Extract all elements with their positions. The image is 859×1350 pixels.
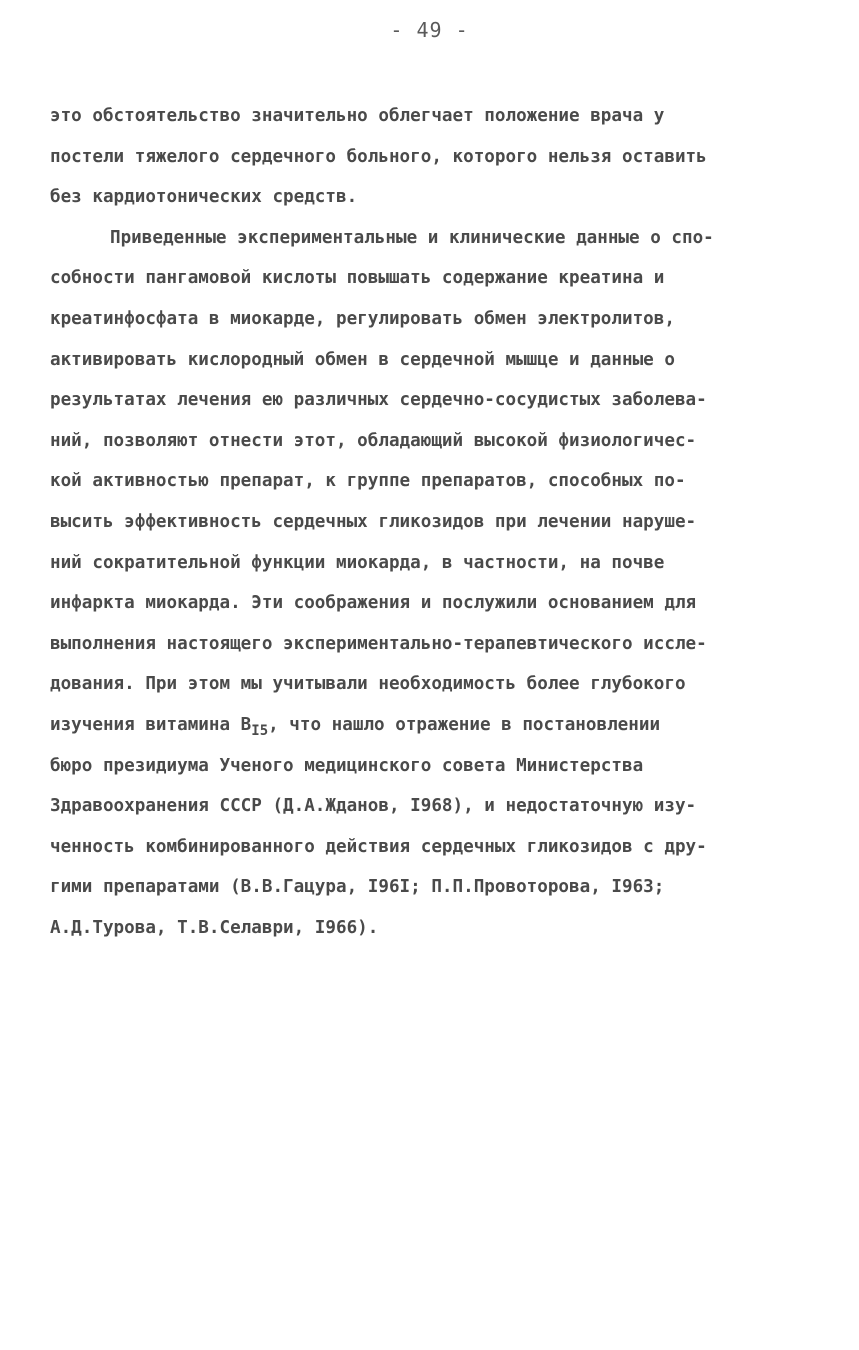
text-line: дования. При этом мы учитывали необходимость более глубокого [50, 674, 686, 695]
text-line: А.Д.Турова, Т.В.Селаври, I966). [50, 917, 379, 938]
vitamin-line-after: , что нашло отражение в постановлении [268, 714, 661, 735]
text-line: Здравоохранения СССР (Д.А.Жданов, I968), и недостаточную изу- [50, 796, 697, 817]
paragraph-2 [50, 218, 820, 949]
text-line: собности пангамовой кислоты повышать содержание креатина и [50, 268, 665, 289]
vitamin-subscript: I5 [251, 722, 269, 739]
text-line: кой активностью препарат, к группе препаратов, способных по- [50, 471, 686, 492]
text-line: бюро президиума Ученого медицинского совета Министерства [50, 755, 644, 776]
text-line: ний сократительной функции миокарда, в частности, на почве [50, 552, 665, 573]
text-line: ченность комбинированного действия сердечных гликозидов с дру- [50, 836, 707, 857]
text-line: выполнения настоящего экспериментально-терапевтического иссле- [50, 633, 707, 654]
paragraph-1 [50, 96, 820, 218]
text-line: постели тяжелого сердечного больного, которого нельзя оставить [50, 146, 707, 167]
text-line: инфаркта миокарда. Эти соображения и послужили основанием для [50, 593, 697, 614]
text-line: креатинфосфата в миокарде, регулировать обмен электролитов, [50, 308, 675, 329]
text-line: это обстоятельство значительно облегчает положение врача у [50, 106, 665, 126]
text-line: результатах лечения ею различных сердечно-сосудистых заболева- [50, 390, 707, 411]
page-number: - 49 - [390, 18, 469, 42]
text-line: высить эффективность сердечных гликозидов при лечении наруше- [50, 511, 697, 532]
text-line: активировать кислородный обмен в сердечной мышце и данные о [50, 349, 675, 370]
text-line: без кардиотонических средств. [50, 187, 358, 208]
text-line: Приведенные экспериментальные и клинические данные о спо- [110, 227, 714, 248]
text-line: ний, позволяют отнести этот, обладающий высокой физиологичес- [50, 430, 697, 451]
vitamin-line [50, 705, 820, 746]
text-body [50, 96, 820, 948]
vitamin-line-before: изучения витамина B [50, 714, 252, 735]
text-line: гими препаратами (В.В.Гацура, I96I; П.П.Провоторова, I963; [50, 877, 665, 898]
